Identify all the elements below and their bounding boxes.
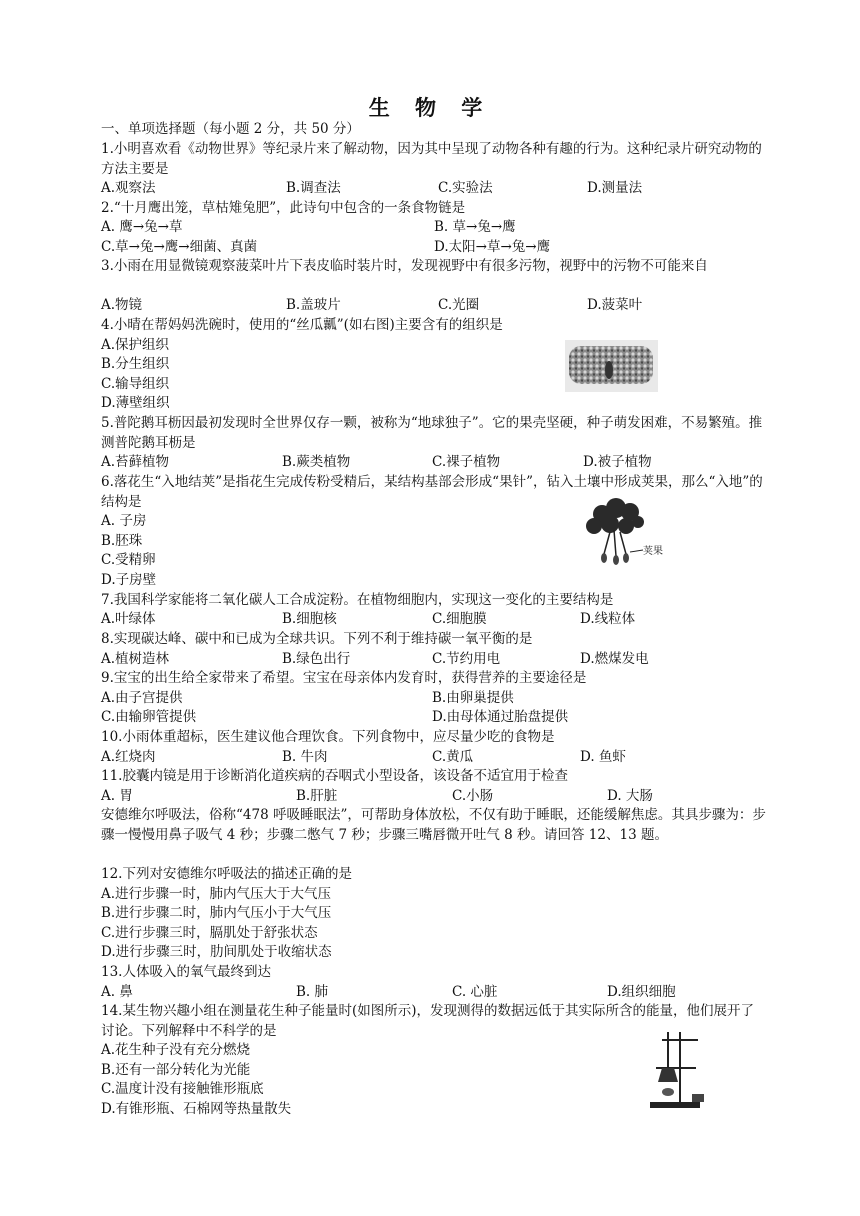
q1-option-c: C.实验法 bbox=[438, 180, 493, 196]
q10-option-d: D. 鱼虾 bbox=[580, 749, 626, 765]
page-title: 生 物 学 bbox=[368, 95, 492, 120]
q1-option-a: A.观察法 bbox=[101, 180, 156, 196]
q9-option-b: B.由卵巢提供 bbox=[432, 690, 514, 706]
question-8-stem: 8.实现碳达峰、碳中和已成为全球共识。下列不利于维持碳一氧平衡的是 bbox=[101, 631, 533, 647]
calorimeter-apparatus-image bbox=[640, 1028, 712, 1112]
q13-option-b: B. 肺 bbox=[296, 984, 329, 1000]
q7-option-c: C.细胞膜 bbox=[432, 611, 487, 627]
q8-option-a: A.植树造林 bbox=[101, 651, 170, 667]
q11-option-d: D. 大肠 bbox=[607, 788, 653, 804]
q4-option-b: B.分生组织 bbox=[101, 356, 170, 372]
question-13-stem: 13.人体吸入的氧气最终到达 bbox=[101, 964, 271, 980]
q11-option-c: C.小肠 bbox=[452, 788, 494, 804]
q2-option-a: A. 鹰→兔→草 bbox=[101, 219, 183, 235]
peanut-image-label: 荚果 bbox=[643, 546, 663, 557]
q13-option-a: A. 鼻 bbox=[101, 984, 133, 1000]
question-11-stem: 11.胶囊内镜是用于诊断消化道疾病的吞咽式小型设备，该设备不适宜用于检查 bbox=[101, 768, 568, 784]
q14-option-b: B.还有一部分转化为光能 bbox=[101, 1062, 251, 1078]
q9-option-c: C.由输卵管提供 bbox=[101, 709, 197, 725]
q3-option-a: A.物镜 bbox=[101, 297, 143, 313]
q3-option-b: B.盖玻片 bbox=[286, 297, 341, 313]
q7-option-a: A.叶绿体 bbox=[101, 611, 156, 627]
question-1-stem: 1.小明喜欢看《动物世界》等纪录片来了解动物，因为其中呈现了动物各种有趣的行为。这种纪录片研究动物的方法主要是 bbox=[101, 141, 762, 177]
q10-option-c: C.黄瓜 bbox=[432, 749, 474, 765]
question-10-stem: 10.小雨体重超标，医生建议他合理饮食。下列食物中，应尽量少吃的食物是 bbox=[101, 729, 555, 745]
q2-option-b: B. 草→兔→鹰 bbox=[434, 219, 516, 235]
q11-option-b: B.肝脏 bbox=[296, 788, 338, 804]
q1-option-b: B.调查法 bbox=[286, 180, 341, 196]
q12-option-c: C.进行步骤三时，膈肌处于舒张状态 bbox=[101, 925, 318, 941]
q14-option-a: A.花生种子没有充分燃烧 bbox=[101, 1042, 251, 1058]
q8-option-c: C.节约用电 bbox=[432, 651, 501, 667]
peanut-plant-image bbox=[580, 496, 672, 568]
q7-option-b: B.细胞核 bbox=[282, 611, 337, 627]
question-6-stem: 6.落花生“入地结荚”是指花生完成传粉受精后，某结构基部会形成“果针”，钻入土壤中形成荚果，那么“入地”的结构是 bbox=[101, 474, 763, 510]
question-4-stem: 4.小晴在帮妈妈洗碗时，使用的“丝瓜瓤”(如右图)主要含有的组织是 bbox=[101, 317, 503, 333]
loofah-sponge-image bbox=[565, 340, 658, 392]
q6-option-c: C.受精卵 bbox=[101, 552, 156, 568]
q5-option-d: D.被子植物 bbox=[583, 454, 652, 470]
q4-option-d: D.薄壁组织 bbox=[101, 395, 170, 411]
question-3-stem: 3.小雨在用显微镜观察菠菜叶片下表皮临时装片时，发现视野中有很多污物，视野中的污物不可能来自 bbox=[101, 258, 708, 274]
q2-option-c: C.草→兔→鹰→细菌、真菌 bbox=[101, 239, 258, 255]
q9-option-d: D.由母体通过胎盘提供 bbox=[432, 709, 569, 725]
q5-option-c: C.裸子植物 bbox=[432, 454, 501, 470]
q6-option-d: D.子房壁 bbox=[101, 572, 157, 588]
reading-passage: 安德维尔呼吸法，俗称“478 呼吸睡眠法”，可帮助身体放松，不仅有助于睡眠，还能缓解焦虑。其具步骤为：步骤一慢慢用鼻子吸气 4 秒；步骤二憋气 7 秒；步骤三嘴唇微开吐气 8 秒。请回答 12、13 题。 bbox=[101, 807, 766, 843]
q3-option-c: C.光圈 bbox=[438, 297, 480, 313]
q11-option-a: A. 胃 bbox=[101, 788, 133, 804]
question-2-stem: 2.“十月鹰出笼，草枯雉兔肥”，此诗句中包含的一条食物链是 bbox=[101, 200, 466, 216]
q9-option-a: A.由子宫提供 bbox=[101, 690, 183, 706]
q6-option-b: B.胚珠 bbox=[101, 533, 143, 549]
q13-option-d: D.组织细胞 bbox=[607, 984, 676, 1000]
question-12-stem: 12.下列对安德维尔呼吸法的描述正确的是 bbox=[101, 866, 352, 882]
q4-option-a: A.保护组织 bbox=[101, 337, 170, 353]
q12-option-d: D.进行步骤三时，肋间肌处于收缩状态 bbox=[101, 944, 332, 960]
q12-option-a: A.进行步骤一时，肺内气压大于大气压 bbox=[101, 886, 332, 902]
q13-option-c: C. 心脏 bbox=[452, 984, 498, 1000]
q2-option-d: D.太阳→草→兔→鹰 bbox=[434, 239, 551, 255]
q10-option-b: B. 牛肉 bbox=[282, 749, 328, 765]
q14-option-c: C.温度计没有接触锥形瓶底 bbox=[101, 1081, 264, 1097]
q6-option-a: A. 子房 bbox=[101, 513, 147, 529]
question-7-stem: 7.我国科学家能将二氧化碳人工合成淀粉。在植物细胞内，实现这一变化的主要结构是 bbox=[101, 592, 614, 608]
q5-option-b: B.蕨类植物 bbox=[282, 454, 351, 470]
question-9-stem: 9.宝宝的出生给全家带来了希望。宝宝在母亲体内发育时，获得营养的主要途径是 bbox=[101, 670, 587, 686]
q12-option-b: B.进行步骤二时，肺内气压小于大气压 bbox=[101, 905, 332, 921]
q3-option-d: D.菠菜叶 bbox=[587, 297, 643, 313]
q8-option-b: B.绿色出行 bbox=[282, 651, 351, 667]
q8-option-d: D.燃煤发电 bbox=[580, 651, 649, 667]
q5-option-a: A.苔藓植物 bbox=[101, 454, 170, 470]
section-heading: 一、单项选择题（每小题 2 分，共 50 分） bbox=[101, 121, 360, 137]
q1-option-d: D.测量法 bbox=[587, 180, 643, 196]
question-14-stem: 14.某生物兴趣小组在测量花生种子能量时(如图所示)，发现测得的数据远低于其实际所含的能量，他们展开了讨论。下列解释中不科学的是 bbox=[101, 1003, 755, 1039]
q14-option-d: D.有锥形瓶、石棉网等热量散失 bbox=[101, 1101, 292, 1117]
question-5-stem: 5.普陀鹅耳枥因最初发现时全世界仅存一颗，被称为“地球独子”。它的果壳坚硬，种子萌发困难，不易繁殖。推测普陀鹅耳枥是 bbox=[101, 415, 763, 451]
q4-option-c: C.输导组织 bbox=[101, 376, 170, 392]
q10-option-a: A.红烧肉 bbox=[101, 749, 156, 765]
q7-option-d: D.线粒体 bbox=[580, 611, 636, 627]
